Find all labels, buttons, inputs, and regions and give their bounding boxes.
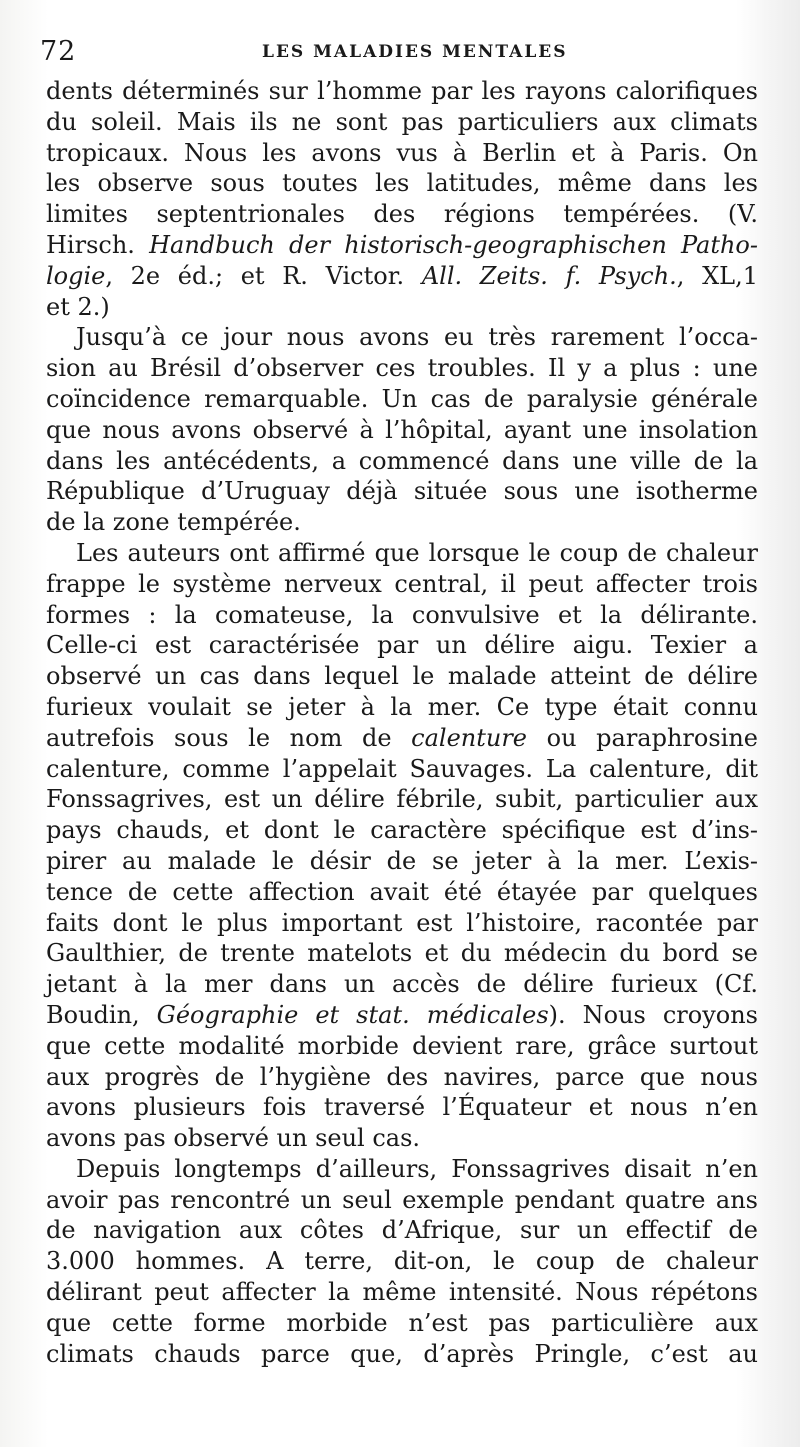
text-segment: avons pas observé un seul cas.: [46, 1124, 421, 1153]
italic-segment: All. Zeits. f. Psych.: [421, 261, 677, 290]
page-number: 72: [40, 36, 77, 67]
text-segment: ou paraphrosine: [527, 723, 759, 752]
text-line: [46, 292, 758, 323]
text-segment: délirant peut affecter la même intensité. Nous répétons: [46, 1278, 758, 1307]
text-segment: limites septentrionales des régions tempérées. (V.: [46, 200, 758, 229]
text-line: [46, 507, 758, 538]
text-line: [46, 384, 758, 415]
text-line: [46, 723, 758, 754]
text-line: [46, 1154, 758, 1185]
text-segment: tence de cette affection avait été étayée par quelques: [46, 877, 758, 906]
text-line: [46, 1062, 758, 1093]
text-segment: Les auteurs ont affirmé que lorsque le coup de chaleur: [76, 538, 758, 567]
text-line: [46, 661, 758, 692]
text-line: [46, 1215, 758, 1246]
text-line: [46, 877, 758, 908]
text-line: [46, 322, 758, 353]
text-line: [46, 446, 758, 477]
text-segment: que cette forme morbide n’est pas particulière aux: [46, 1308, 758, 1337]
text-line: [46, 1246, 758, 1277]
text-line: [46, 199, 758, 230]
text-segment: Jusqu’à ce jour nous avons eu très rarement l’occa-: [76, 323, 758, 352]
text-segment: et 2.): [46, 292, 110, 321]
text-line: [46, 600, 758, 631]
text-segment: dans les antécédents, a commencé dans une ville de la: [46, 446, 758, 475]
text-segment: que cette modalité morbide devient rare, grâce surtout: [46, 1031, 758, 1060]
text-segment: Fonssagrives, est un délire fébrile, subit, particulier aux: [46, 785, 758, 814]
text-segment: de la zone tempérée.: [46, 508, 301, 537]
text-line: [46, 353, 758, 384]
text-segment: faits dont le plus important est l’histoire, racontée par: [46, 908, 758, 937]
text-segment: de navigation aux côtes d’Afrique, sur un effectif de: [46, 1216, 758, 1245]
text-segment: les observe sous toutes les latitudes, même dans les: [46, 169, 758, 198]
text-segment: dents déterminés sur l’homme par les rayons calorifiques: [46, 77, 758, 105]
text-line: [46, 230, 758, 261]
text-line: [46, 415, 758, 446]
text-segment: Hirsch.: [46, 230, 150, 259]
text-segment: pays chauds, et dont le caractère spécifique est d’ins-: [46, 816, 758, 845]
text-line: [46, 784, 758, 815]
text-line: [46, 815, 758, 846]
text-segment: du soleil. Mais ils ne sont pas particuliers aux climats: [46, 107, 758, 136]
text-segment: Boudin,: [46, 1000, 157, 1029]
text-line: [46, 846, 758, 877]
text-segment: observé un cas dans lequel le malade atteint de délire: [46, 662, 758, 691]
text-segment: , 2e éd.; et R. Victor.: [105, 261, 422, 290]
text-segment: avoir pas rencontré un seul exemple pendant quatre ans: [46, 1185, 758, 1214]
running-title: LES MALADIES MENTALES: [262, 42, 568, 62]
text-line: [46, 908, 758, 939]
text-segment: jetant à la mer dans un accès de délire furieux (Cf.: [46, 970, 758, 999]
text-line: [46, 754, 758, 785]
text-line: [46, 76, 758, 107]
text-line: [46, 569, 758, 600]
text-segment: aux progrès de l’hygiène des navires, parce que nous: [46, 1062, 758, 1091]
text-line: [46, 138, 758, 169]
text-line: [46, 1031, 758, 1062]
text-line: [46, 1185, 758, 1216]
text-segment: République d’Uruguay déjà située sous une isotherme: [46, 477, 758, 506]
text-line: [46, 107, 758, 138]
text-line: [46, 1339, 758, 1370]
text-segment: pirer au malade le désir de se jeter à la mer. L’exis-: [46, 846, 758, 875]
text-segment: que nous avons observé à l’hôpital, ayant une insolation: [46, 415, 758, 444]
text-segment: 3.000 hommes. A terre, dit-on, le coup de chaleur: [46, 1247, 758, 1276]
text-line: [46, 1277, 758, 1308]
text-line: [46, 630, 758, 661]
text-segment: furieux voulait se jeter à la mer. Ce type était connu: [46, 692, 758, 721]
text-line: [46, 692, 758, 723]
text-segment: formes : la comateuse, la convulsive et la délirante.: [46, 600, 758, 629]
text-segment: tropicaux. Nous les avons vus à Berlin et à Paris. On: [46, 138, 758, 167]
page-header: [40, 36, 760, 70]
text-segment: climats chauds parce que, d’après Pringle, c’est au: [46, 1339, 758, 1368]
text-segment: Gaulthier, de trente matelots et du médecin du bord se: [46, 939, 758, 968]
text-segment: frappe le système nerveux central, il peut affecter trois: [46, 569, 758, 598]
text-segment: sion au Brésil d’observer ces troubles. Il y a plus : une: [46, 354, 758, 383]
text-line: [46, 938, 758, 969]
text-line: [46, 1000, 758, 1031]
text-line: [46, 1123, 758, 1154]
text-line: [46, 261, 758, 292]
text-line: [46, 168, 758, 199]
text-segment: Celle-ci est caractérisée par un délire aigu. Texier a: [46, 631, 758, 660]
text-segment: coïncidence remarquable. Un cas de paralysie générale: [46, 384, 758, 413]
text-segment: calenture, comme l’appelait Sauvages. La calenture, dit: [46, 754, 758, 783]
italic-segment: Géographie et stat. médicales: [156, 1000, 549, 1029]
text-line: [46, 538, 758, 569]
italic-segment: Handbuch der historisch-geographischen Patho-: [149, 230, 758, 259]
body-text: [46, 76, 758, 1369]
text-line: [46, 1092, 758, 1123]
text-line: [46, 1308, 758, 1339]
text-line: [46, 476, 758, 507]
text-segment: ). Nous croyons: [548, 1000, 759, 1029]
text-segment: avons plusieurs fois traversé l’Équateur et nous n’en: [46, 1093, 758, 1122]
text-segment: autrefois sous le nom de: [46, 723, 412, 752]
text-line: [46, 969, 758, 1000]
italic-segment: calenture: [411, 723, 528, 752]
text-segment: , XL,1: [676, 261, 758, 290]
italic-segment: logie: [46, 261, 106, 290]
text-segment: Depuis longtemps d’ailleurs, Fonssagrives disait n’en: [76, 1154, 758, 1183]
